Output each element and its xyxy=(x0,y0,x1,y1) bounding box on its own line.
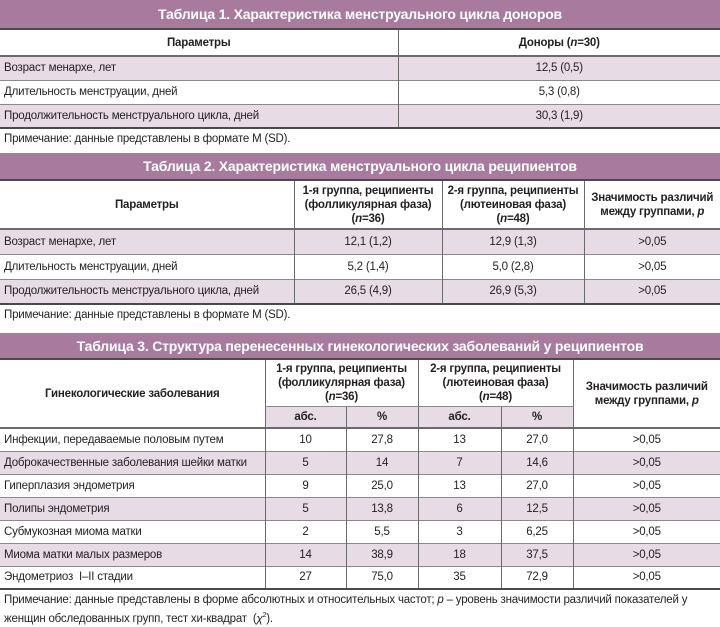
row-g2-pct: 37,5 xyxy=(501,543,573,566)
row-g2-pct: 27,0 xyxy=(501,428,573,451)
table-1-header-row xyxy=(0,30,720,56)
row-p-value: >0,05 xyxy=(573,543,720,566)
row-g1-pct: 5,5 xyxy=(346,520,418,543)
table-2-header-row xyxy=(0,181,720,229)
row-g1-pct: 13,8 xyxy=(346,497,418,520)
row-p-value: >0,05 xyxy=(573,520,720,543)
row-param: Возраст менархе, лет xyxy=(4,62,116,75)
table-row xyxy=(0,56,720,80)
header-g2-abs: абс. xyxy=(418,406,501,428)
row-g1-abs: 5 xyxy=(265,497,346,520)
table-2-title: Таблица 2. Характеристика менструального цикла реципиентов xyxy=(0,153,720,181)
row-g1-pct: 75,0 xyxy=(346,566,418,589)
table-3-note: Примечание: данные представлены в форме абсолютных и относительных частот; p – уровень значимости различий показателей у женщин обследованных групп, тест хи-квадрат $(\chi^2)$. xyxy=(4,594,691,625)
row-param: Возраст менархе, лет xyxy=(4,235,116,248)
table-3-header-row xyxy=(0,360,720,406)
table-row xyxy=(0,520,720,543)
header-g2-pct: % xyxy=(501,406,573,428)
row-g2-abs: 13 xyxy=(418,474,501,497)
row-g1-abs: 27 xyxy=(265,566,346,589)
row-p-value: >0,05 xyxy=(584,229,720,254)
row-param: Длительность менструации, дней xyxy=(4,86,178,98)
row-g2-abs: 7 xyxy=(418,451,501,474)
table-row xyxy=(0,254,720,279)
row-group-1: 12,1 (1,2) xyxy=(294,229,442,254)
row-g2-abs: 35 xyxy=(418,566,501,589)
row-p-value: >0,05 xyxy=(573,566,720,589)
row-g2-pct: 72,9 xyxy=(501,566,573,589)
table-row xyxy=(0,104,720,128)
row-value: 12,5 (0,5) xyxy=(398,56,720,80)
row-g1-abs: 9 xyxy=(265,474,346,497)
header-g1-pct: % xyxy=(346,406,418,428)
header-g1-abs: абс. xyxy=(265,406,346,428)
header-donors: Доноры (n=30) xyxy=(398,30,720,56)
row-g2-pct: 6,25 xyxy=(501,520,573,543)
header-diseases: Гинекологические заболевания xyxy=(0,360,265,428)
table-row xyxy=(0,80,720,104)
row-param: Длительность менструации, дней xyxy=(4,260,178,273)
table-2 xyxy=(0,153,720,323)
row-g1-abs: 5 xyxy=(265,451,346,474)
table-row xyxy=(0,543,720,566)
header-params: Параметры xyxy=(166,36,231,49)
header-params: Параметры xyxy=(114,198,179,211)
row-disease: Эндометриоз I–II стадии xyxy=(4,571,133,584)
table-1 xyxy=(0,0,720,147)
header-significance: Значимость различий между группами, p xyxy=(584,181,720,229)
row-g1-pct: 14 xyxy=(346,451,418,474)
row-disease: Миома матки малых размеров xyxy=(4,548,163,561)
row-g1-pct: 38,9 xyxy=(346,543,418,566)
row-g2-pct: 14,6 xyxy=(501,451,573,474)
row-value: 5,3 (0,8) xyxy=(398,80,720,104)
header-group-1: 1-я группа, реципиенты (фолликулярная фаза) (n=36) xyxy=(294,181,442,229)
row-g1-abs: 2 xyxy=(265,520,346,543)
table-2-note: Примечание: данные представлены в формате M (SD). xyxy=(4,309,291,321)
row-p-value: >0,05 xyxy=(573,428,720,451)
row-disease: Доброкачественные заболевания шейки матки xyxy=(4,456,247,469)
row-p-value: >0,05 xyxy=(573,497,720,520)
row-g2-abs: 3 xyxy=(418,520,501,543)
row-p-value: >0,05 xyxy=(573,474,720,497)
table-row xyxy=(0,279,720,304)
row-g2-abs: 13 xyxy=(418,428,501,451)
table-1-title: Таблица 1. Характеристика менструального цикла доноров xyxy=(0,0,720,30)
header-group-1: 1-я группа, реципиенты (фолликулярная фаза) (n=36) xyxy=(265,360,418,406)
row-param: Продолжительность менструального цикла, дней xyxy=(4,285,259,298)
row-g1-abs: 10 xyxy=(265,428,346,451)
row-g2-pct: 27,0 xyxy=(501,474,573,497)
table-row xyxy=(0,428,720,451)
row-param: Продолжительность менструального цикла, дней xyxy=(4,109,259,122)
table-3-grid xyxy=(0,360,720,590)
row-g1-pct: 27,8 xyxy=(346,428,418,451)
table-3 xyxy=(0,333,720,627)
row-group-2: 12,9 (1,3) xyxy=(442,229,584,254)
header-significance: Значимость различий между группами, p xyxy=(573,360,720,428)
table-1-grid xyxy=(0,30,720,129)
table-row xyxy=(0,497,720,520)
row-group-1: 26,5 (4,9) xyxy=(294,279,442,304)
row-g1-pct: 25,0 xyxy=(346,474,418,497)
row-p-value: >0,05 xyxy=(584,279,720,304)
row-disease: Субмукозная миома матки xyxy=(4,525,142,538)
row-group-2: 26,9 (5,3) xyxy=(442,279,584,304)
row-disease: Полипы эндометрия xyxy=(4,502,110,515)
table-2-grid xyxy=(0,181,720,305)
table-1-note: Примечание: данные представлены в формате M (SD). xyxy=(4,133,291,145)
header-group-2: 2-я группа, реципиенты (лютеиновая фаза) (n=48) xyxy=(442,181,584,229)
table-row xyxy=(0,229,720,254)
header-group-2: 2-я группа, реципиенты (лютеиновая фаза) (n=48) xyxy=(418,360,573,406)
table-3-title: Таблица 3. Структура перенесенных гинекологических заболеваний у реципиентов xyxy=(0,333,720,360)
row-g2-abs: 18 xyxy=(418,543,501,566)
row-p-value: >0,05 xyxy=(584,254,720,279)
table-row xyxy=(0,474,720,497)
row-g2-abs: 6 xyxy=(418,497,501,520)
row-group-1: 5,2 (1,4) xyxy=(294,254,442,279)
row-disease: Инфекции, передаваемые половым путем xyxy=(4,433,224,446)
row-g2-pct: 12,5 xyxy=(501,497,573,520)
row-p-value: >0,05 xyxy=(573,451,720,474)
row-value: 30,3 (1,9) xyxy=(398,104,720,128)
table-row xyxy=(0,566,720,589)
row-group-2: 5,0 (2,8) xyxy=(442,254,584,279)
row-disease: Гиперплазия эндометрия xyxy=(4,479,135,492)
row-g1-abs: 14 xyxy=(265,543,346,566)
table-row xyxy=(0,451,720,474)
